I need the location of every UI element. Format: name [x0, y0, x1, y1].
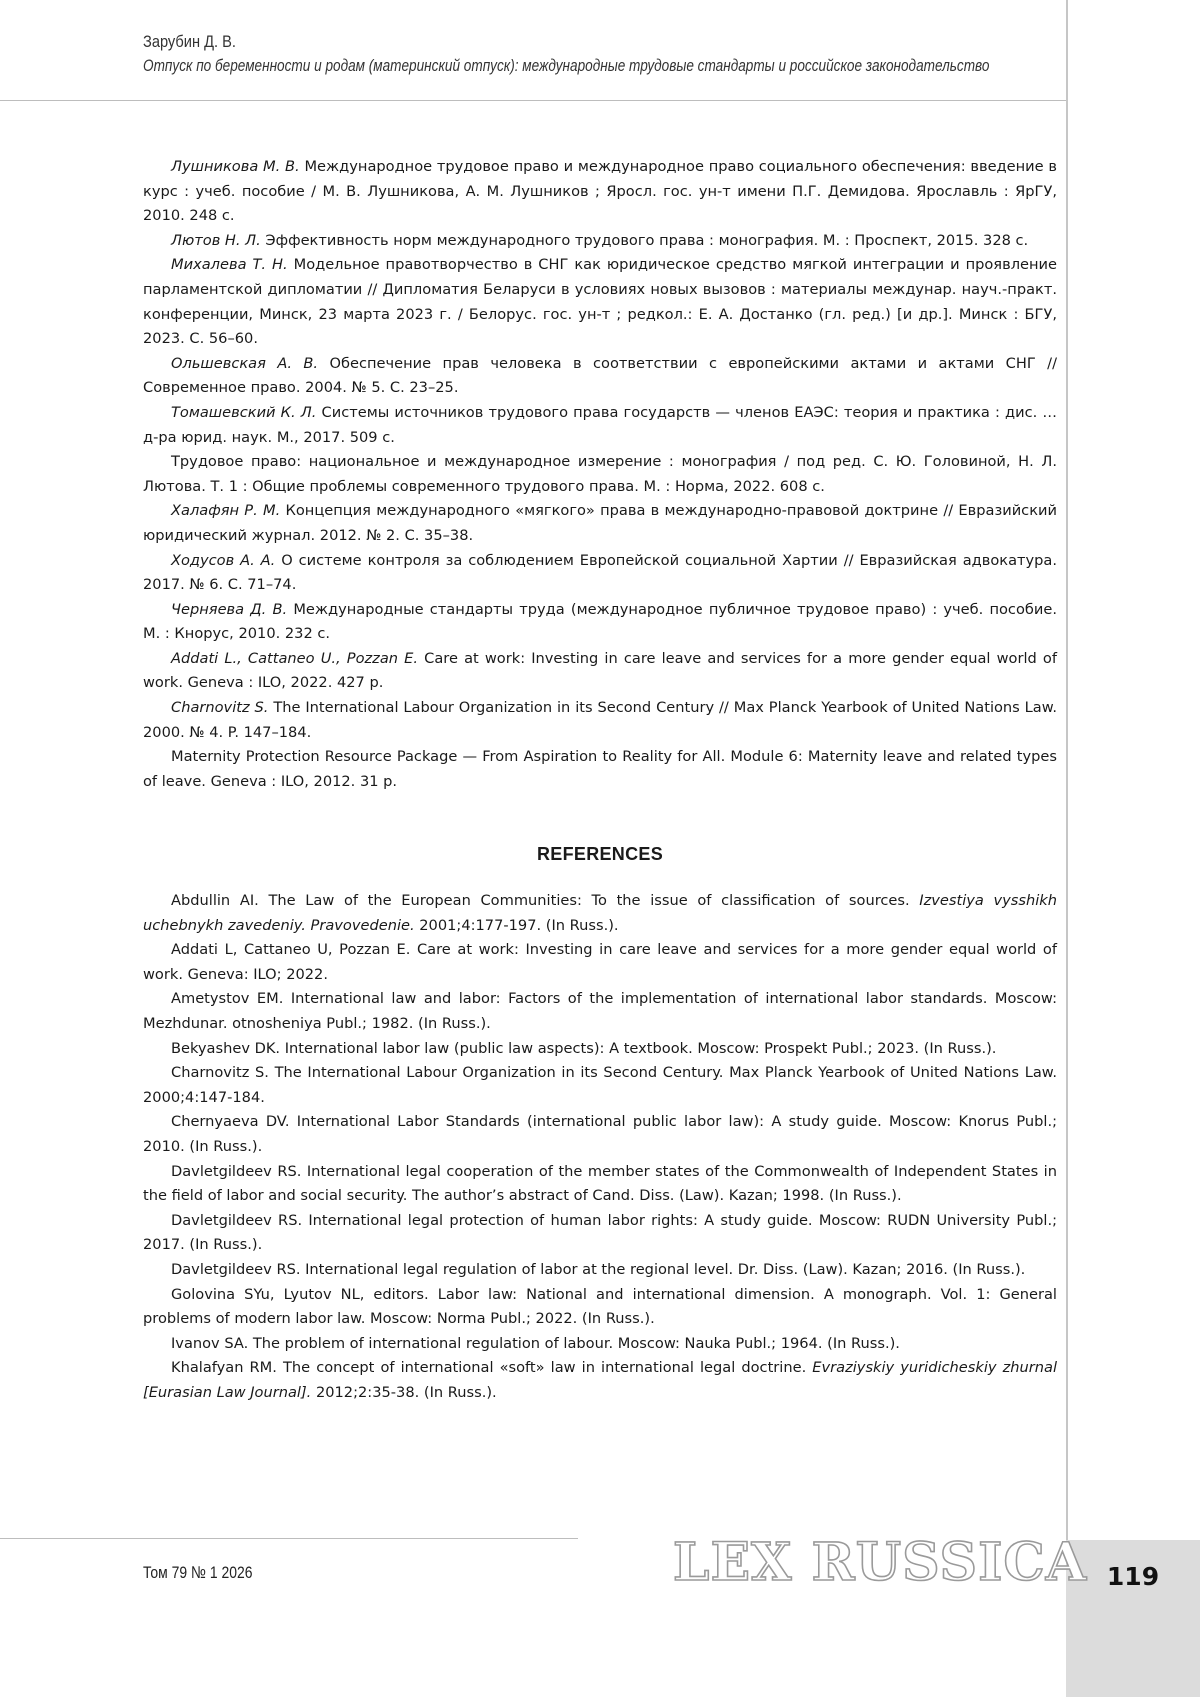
reference-text: Charnovitz S. The International Labour Organization in its Second Century. Max Planck Yearbook of United Nations Law. 2000;4:147-184. — [143, 1064, 1057, 1106]
reference-text: Ivanov SA. The problem of international regulation of labour. Moscow: Nauka Publ.; 1964. (In Russ.). — [171, 1334, 900, 1352]
reference-text: Abdullin AI. The Law of the European Communities: To the issue of classification of sources. — [171, 892, 920, 910]
entry-author: Халафян Р. М. — [171, 502, 281, 520]
reference-entry — [143, 987, 1057, 1036]
bibliography-entry — [143, 450, 1057, 499]
entry-author: Ольшевская А. В. — [171, 354, 319, 372]
header-title: Отпуск по беременности и родам (материнский отпуск): международные трудовые стандарты и российское законодательство — [143, 56, 990, 75]
entry-author: Charnovitz S. — [171, 699, 269, 717]
bibliography-entry — [143, 549, 1057, 598]
footer-rule — [0, 1538, 578, 1539]
reference-entry — [143, 938, 1057, 987]
reference-text: Davletgildeev RS. International legal protection of human labor rights: A study guide. Moscow: RUDN University Publ.; 2017. (In Russ.). — [143, 1211, 1057, 1254]
reference-text: Khalafyan RM. The concept of international «soft» law in international legal doctrine. — [171, 1359, 813, 1377]
bibliography-entry — [143, 696, 1057, 745]
reference-entry — [143, 889, 1057, 938]
bibliography-entry — [143, 598, 1057, 647]
reference-entry — [143, 1258, 1057, 1283]
bibliography-entry — [143, 253, 1057, 351]
bibliography-entry — [143, 155, 1057, 229]
entry-text: Обеспечение прав человека в соответствии с европейскими актами и актами СНГ // Современное право. 2004. № 5. С. 23–25. — [143, 354, 1057, 397]
reference-entry — [143, 1110, 1057, 1159]
entry-author: Михалева Т. Н. — [171, 256, 288, 274]
entry-text: Трудовое право: национальное и международное измерение : монография / под ред. С. Ю. Головиной, Н. Л. Лютова. Т. 1 : Общие проблемы современного трудового права. М. : Норма, 2022. 608 с. — [143, 453, 1057, 495]
bibliography-entry — [143, 499, 1057, 548]
entry-author: Лютов Н. Л. — [171, 231, 261, 249]
entry-text: Эффективность норм международного трудового права : монография. М. : Проспект, 2015. 328 с. — [260, 231, 1029, 249]
reference-entry — [143, 1160, 1057, 1209]
reference-entry — [143, 1283, 1057, 1332]
reference-text: Bekyashev DK. International labor law (public law aspects): A textbook. Moscow: Prospekt Publ.; 2023. (In Russ.). — [171, 1039, 997, 1057]
reference-entry — [143, 1061, 1057, 1110]
entry-author: Ходусов А. А. — [171, 551, 276, 569]
entry-author: Лушникова М. В. — [171, 158, 300, 175]
right-margin-rule — [1066, 0, 1068, 1540]
entry-author: Томашевский К. Л. — [171, 403, 317, 421]
bibliography-entry — [143, 745, 1057, 794]
entry-text: Системы источников трудового права государств — членов ЕАЭС: теория и практика : дис. … д-ра юрид. наук. М., 2017. 509 с. — [143, 403, 1057, 446]
reference-text: Chernyaeva DV. International Labor Standards (international public labor law): A study guide. Moscow: Knorus Publ.; 2010. (In Russ.). — [143, 1113, 1057, 1155]
entry-text: Международные стандарты труда (международное публичное трудовое право) : учеб. пособие. М. : Кнорус, 2010. 232 с. — [143, 600, 1057, 643]
page-body — [143, 155, 1057, 1406]
reference-text: Davletgildeev RS. International legal cooperation of the member states of the Commonwealth of Independent States in the field of labor and social security. The author’s abstract of Cand. Diss. (Law). Kazan; 1998. (In Russ.). — [143, 1162, 1057, 1205]
reference-text: Davletgildeev RS. International legal regulation of labor at the regional level. Dr. Diss. (Law). Kazan; 2016. (In Russ.). — [171, 1260, 1026, 1278]
bibliography-list — [143, 155, 1057, 794]
page-number: 119 — [1106, 1562, 1160, 1591]
journal-logo — [672, 1530, 1088, 1600]
logo-text: LEX RUSSICA — [672, 1532, 1088, 1593]
bibliography-entry — [143, 401, 1057, 450]
entry-author: Черняева Д. В. — [171, 600, 288, 618]
reference-text: Addati L, Cattaneo U, Pozzan E. Care at work: Investing in care leave and services for a more gender equal world of work. Geneva: ILO; 2022. — [143, 941, 1057, 983]
reference-journal: Evraziyskiy yuridicheskiy zhurnal [Eurasian Law Journal]. — [143, 1359, 1058, 1401]
entry-text: Maternity Protection Resource Package — From Aspiration to Reality for All. Module 6: Maternity leave and related types of leave. Geneva : ILO, 2012. 31 p. — [143, 748, 1057, 790]
reference-entry — [143, 1209, 1057, 1258]
reference-details: 2012;2:35-38. (In Russ.). — [311, 1383, 497, 1401]
bibliography-entry — [143, 352, 1057, 401]
entry-text: Концепция международного «мягкого» права в международно-правовой доктрине // Евразийский юридический журнал. 2012. № 2. С. 35–38. — [143, 502, 1057, 544]
reference-details: 2001;4:177-197. (In Russ.). — [414, 916, 619, 934]
entry-text: The International Labour Organization in its Second Century // Max Planck Yearbook of United Nations Law. 2000. № 4. P. 147–184. — [143, 699, 1057, 741]
entry-text: Модельное правотворчество в СНГ как юридическое средство мягкой интеграции и проявление парламентской дипломатии // Дипломатия Беларуси в условиях новых вызовов : материалы междунар. науч.-практ. конференции, Минск, 23 марта 2023 г. / Белорус. гос. ун-т ; редкол.: Е. А. Достанко (гл. ред.) [и др.]. Минск : БГУ, 2023. С. 56–60. — [143, 256, 1057, 348]
references-list — [143, 889, 1057, 1405]
footer-volume: Том 79 № 1 2026 — [143, 1563, 253, 1582]
reference-entry — [143, 1332, 1057, 1357]
reference-text: Ametystov EM. International law and labor: Factors of the implementation of international labor standards. Moscow: Mezhdunar. otnosheniya Publ.; 1982. (In Russ.). — [143, 990, 1057, 1032]
reference-entry — [143, 1037, 1057, 1062]
references-heading: REFERENCES — [536, 844, 664, 865]
reference-journal: Izvestiya vysshikh uchebnykh zavedeniy. Pravovedenie. — [143, 892, 1057, 934]
bibliography-entry — [143, 647, 1057, 696]
header-author: Зарубин Д. В. — [143, 32, 236, 51]
reference-entry — [143, 1356, 1057, 1405]
entry-text: О системе контроля за соблюдением Европейской социальной Хартии // Евразийская адвокатура. 2017. № 6. С. 71–74. — [143, 551, 1057, 594]
reference-text: Golovina SYu, Lyutov NL, editors. Labor law: National and international dimension. A monograph. Vol. 1: General problems of modern labor law. Moscow: Norma Publ.; 2022. (In Russ.). — [143, 1285, 1057, 1328]
entry-text: Международное трудовое право и международное право социального обеспечения: введение в курс : учеб. пособие / М. В. Лушникова, А. М. Лушников ; Яросл. гос. ун-т имени П.Г. Демидова. Ярославль : ЯрГУ, 2010. 248 с. — [143, 158, 1057, 225]
entry-text: Care at work: Investing in care leave and services for a more gender equal world of work. Geneva : ILO, 2022. 427 p. — [143, 649, 1057, 692]
bibliography-entry — [143, 229, 1057, 254]
header-rule — [0, 100, 1066, 101]
running-header — [143, 30, 1063, 78]
entry-author: Addati L., Cattaneo U., Pozzan E. — [171, 649, 419, 667]
